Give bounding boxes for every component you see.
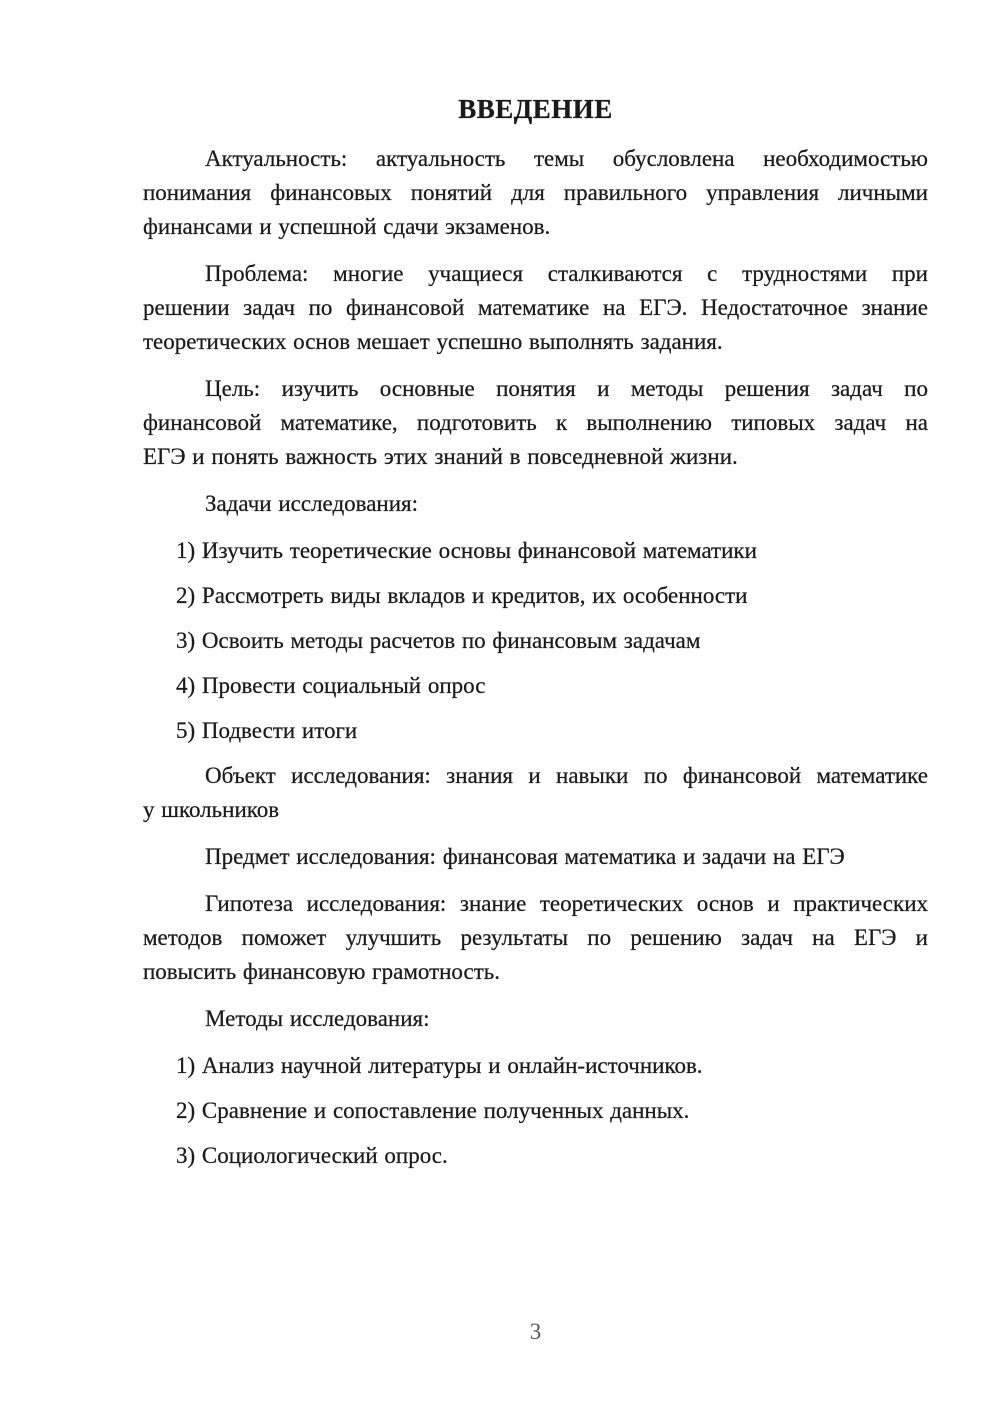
method-list-item-3 [143, 1139, 928, 1173]
text-line: Цель: изучить основные понятия и методы решения задач по [205, 376, 928, 401]
method-list-item-2 [143, 1094, 928, 1128]
text-line: понимания финансовых понятий для правильного управления личными [143, 180, 928, 205]
task-list-item-5 [143, 714, 928, 748]
text-line: повысить финансовую грамотность. [143, 959, 501, 984]
text-line: 3) Социологический опрос. [176, 1143, 448, 1168]
heading-tasks [143, 487, 928, 521]
paragraph-subject [143, 840, 928, 874]
text-line: Предмет исследования: финансовая математика и задачи на ЕГЭ [205, 844, 845, 869]
task-list-item-2 [143, 579, 928, 613]
paragraph-hypothesis [143, 887, 928, 989]
paragraph-goal [143, 372, 928, 474]
method-list-item-1 [143, 1049, 928, 1083]
text-line: методов поможет улучшить результаты по решению задач на ЕГЭ и [143, 925, 928, 950]
text-line: Задачи исследования: [205, 491, 419, 516]
text-line: у школьников [143, 797, 280, 822]
text-line: Методы исследования: [205, 1006, 430, 1031]
text-line: 2) Рассмотреть виды вкладов и кредитов, их особенности [176, 583, 748, 608]
text-line: ЕГЭ и понять важность этих знаний в повседневной жизни. [143, 444, 738, 469]
text-line: 1) Анализ научной литературы и онлайн-источников. [176, 1053, 703, 1078]
text-line: теоретических основ мешает успешно выполнять задания. [143, 329, 723, 354]
paragraph-relevance [143, 142, 928, 244]
heading-methods [143, 1002, 928, 1036]
text-line: Гипотеза исследования: знание теоретических основ и практических [205, 891, 928, 916]
task-list-item-3 [143, 624, 928, 658]
text-line: финансами и успешной сдачи экзаменов. [143, 214, 551, 239]
section-title: ВВЕДЕНИЕ [458, 94, 613, 124]
paragraph-object [143, 759, 928, 827]
page-number: 3 [529, 1319, 542, 1344]
text-line: 3) Освоить методы расчетов по финансовым задачам [176, 628, 701, 653]
text-line: Объект исследования: знания и навыки по финансовой математике [205, 763, 928, 788]
text-line: решении задач по финансовой математике на ЕГЭ. Недостаточное знание [143, 295, 928, 320]
text-line: 5) Подвести итоги [176, 718, 358, 743]
text-line: финансовой математике, подготовить к выполнению типовых задач на [143, 410, 928, 435]
text-line: Проблема: многие учащиеся сталкиваются с трудностями при [205, 261, 928, 286]
text-line: 1) Изучить теоретические основы финансовой математики [176, 538, 757, 563]
text-line: 2) Сравнение и сопоставление полученных данных. [176, 1098, 690, 1123]
text-line: Актуальность: актуальность темы обусловлена необходимостью [205, 146, 928, 171]
paragraph-problem [143, 257, 928, 359]
task-list-item-1 [143, 534, 928, 568]
text-line: 4) Провести социальный опрос [176, 673, 486, 698]
task-list-item-4 [143, 669, 928, 703]
